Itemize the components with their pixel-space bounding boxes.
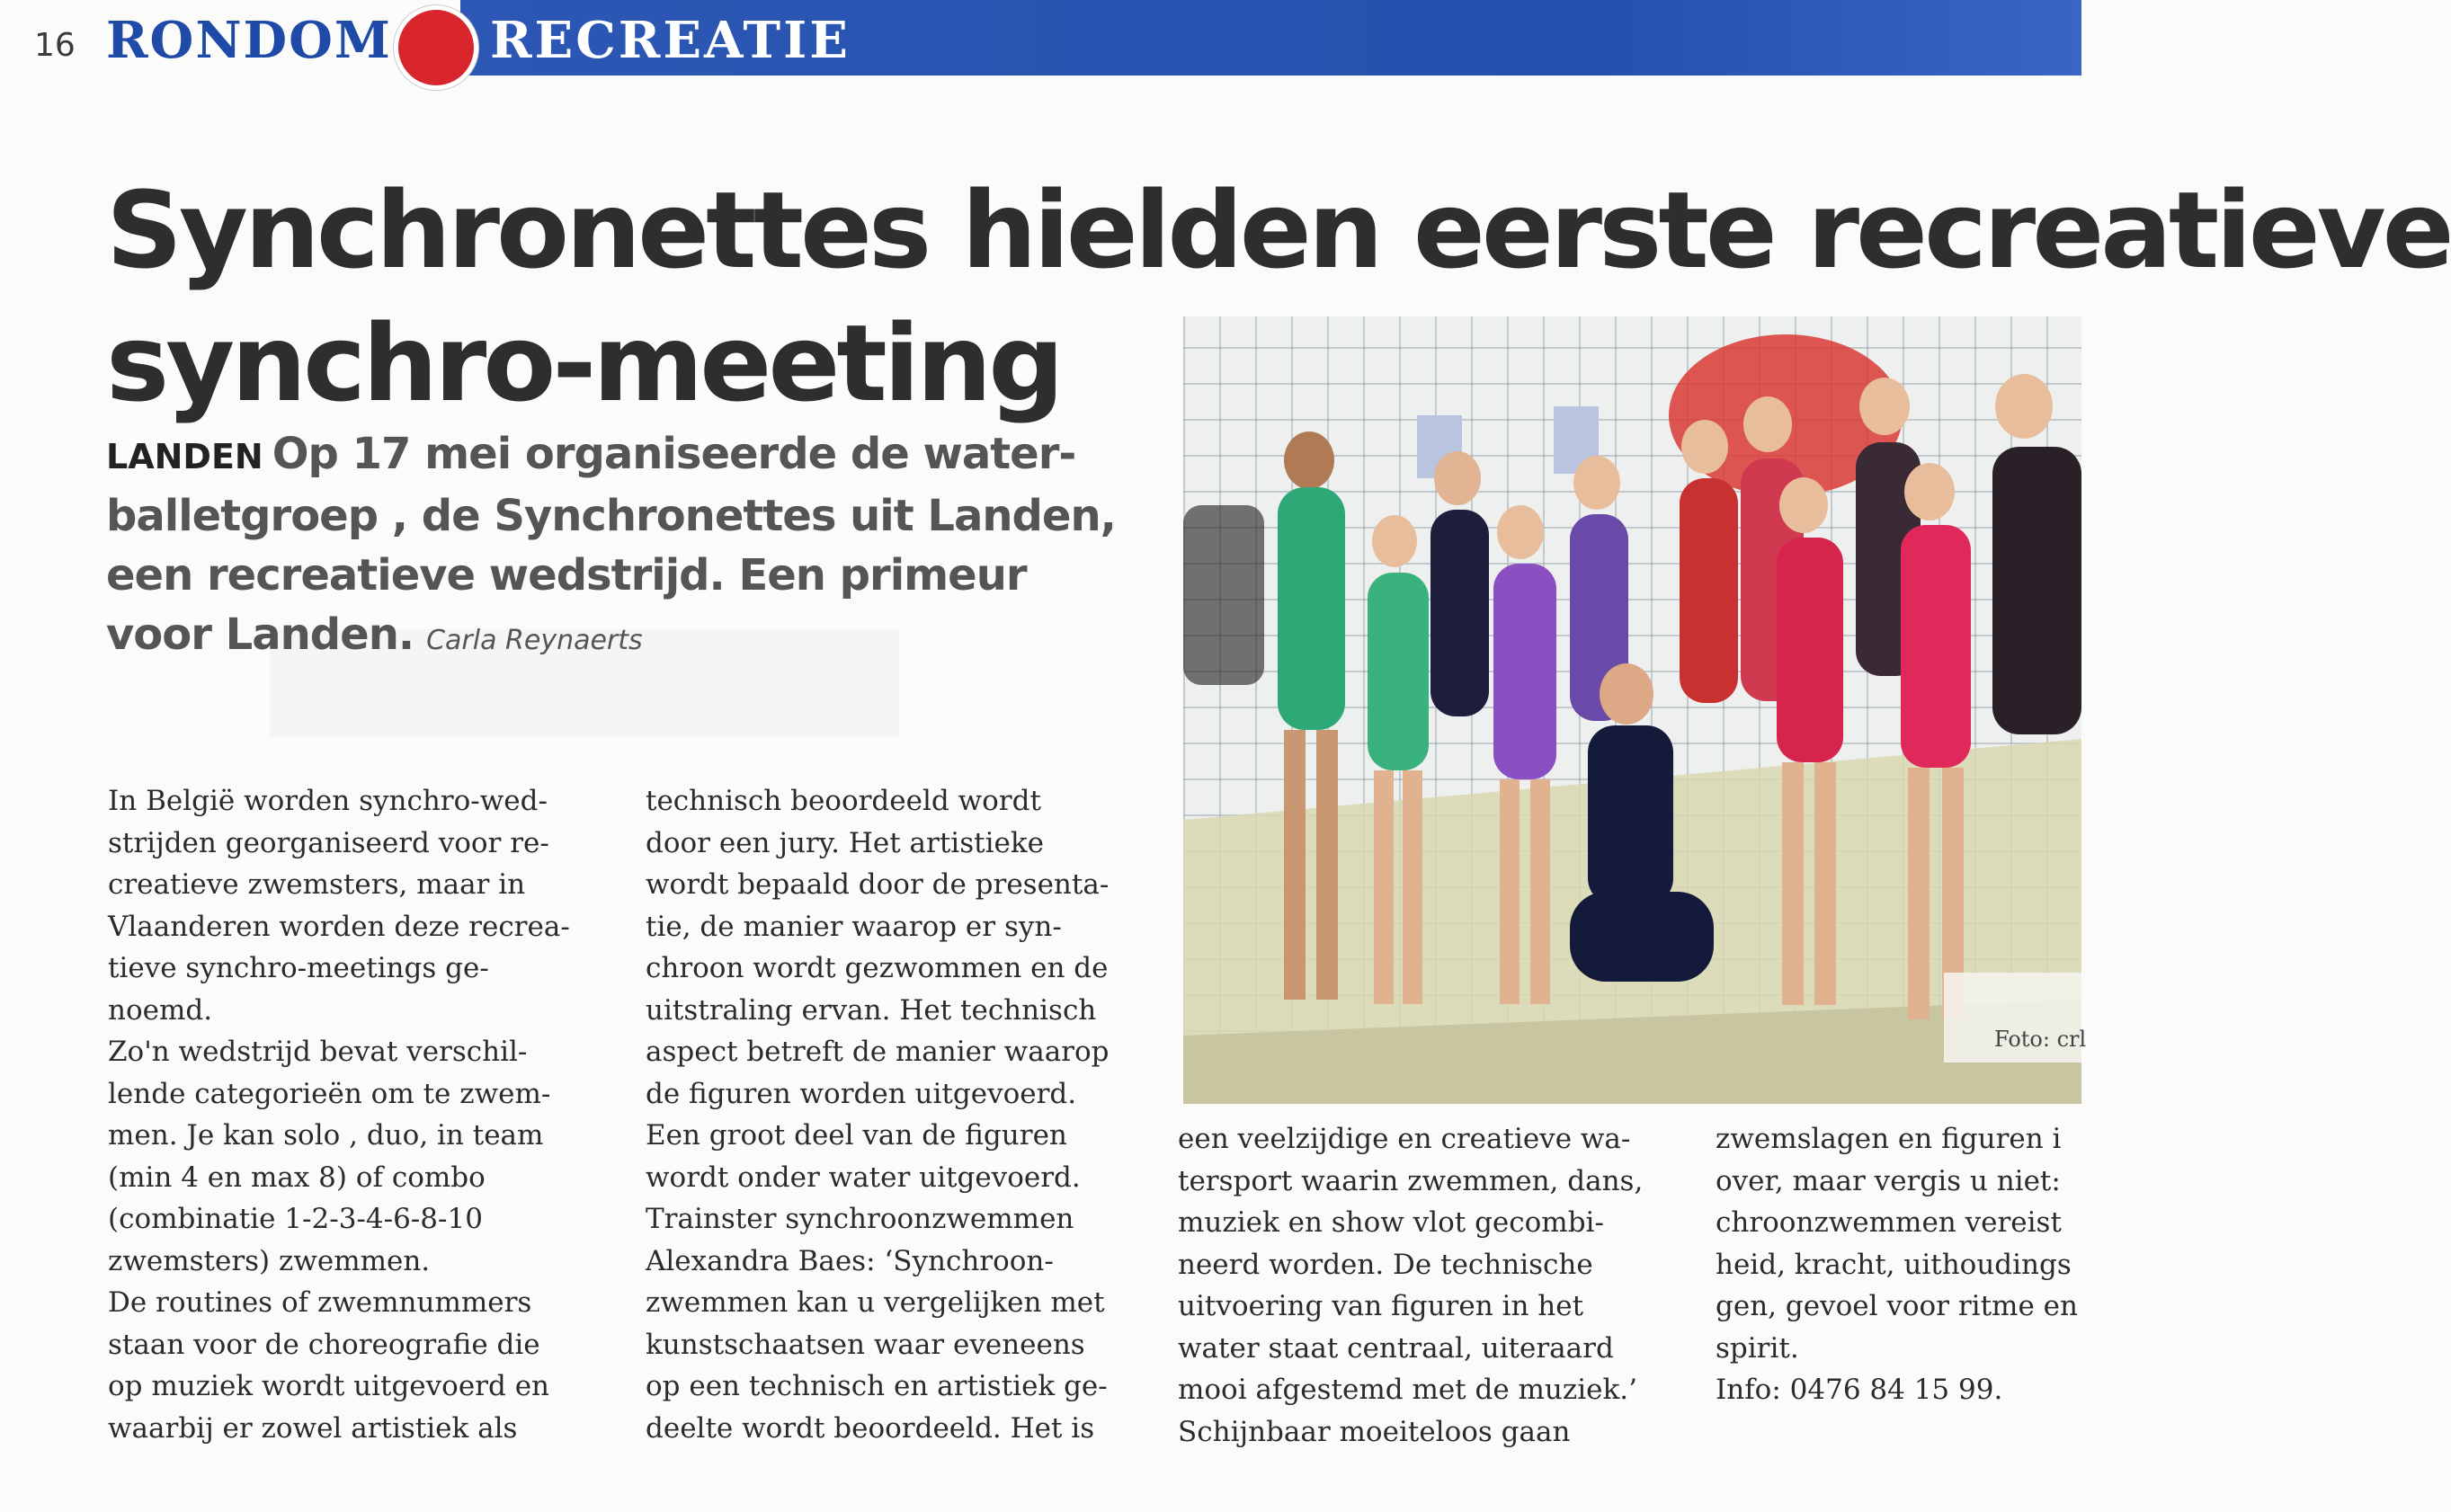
headline-line-1: Synchronettes hielden eerste recreatieve	[106, 168, 2451, 292]
body-column-3: een veelzijdige en creatieve wa- tersport waarin zwemmen, dans, muziek en show vlot gecombi- neerd worden. De technische uitvoering van figuren in het water staat centraal, uiteraard mooi afgestemd met de muziek.’ Schijnbaar moeiteloos gaan	[1178, 1123, 1644, 1448]
lead-text: Op 17 mei organiseerde de water- balletgroep , de Synchronettes uit Landen, een recreatieve wedstrijd. Een primeur voor Landen.	[106, 429, 1116, 660]
body-column-4: zwemslagen en figuren i over, maar vergis u niet: chroonzwemmen vereist heid, kracht, uithoudings gen, gevoel voor ritme en spirit. Info: 0476 84 15 99.	[1716, 1123, 2078, 1406]
headline-line-2: synchro-meeting	[106, 301, 1061, 425]
page-number: 16	[34, 27, 76, 64]
body-column-1: In België worden synchro-wed- strijden georganiseerd voor re- creatieve zwemsters, maar in Vlaanderen worden deze recrea- tieve synchro-meetings ge- noemd. Zo'n wedstrijd bevat verschil- lende categorieën om te zwem- men. Je kan solo , duo, in team (min 4 en max 8) of combo (combinatie 1-2-3-4-6-8-10 zwemsters) zwemmen. De routines of zwemnummers staan voor de choreografie die op muziek wordt uitgevoerd en waarbij er zowel artistiek als	[108, 785, 570, 1445]
photo-credit: Foto: crl	[1944, 973, 2081, 1063]
section-dot-icon	[394, 5, 478, 90]
section-label-right: RECREATIE	[490, 11, 851, 70]
body-column-2: technisch beoordeeld wordt door een jury. Het artistieke wordt bepaald door de presenta- tie, de manier waarop er syn- chroon wordt gezwommen en de uitstraling ervan. Het technisch aspect betreft de manier waarop de figuren worden uitgevoerd. Een groot deel van de figuren wordt onder water uitgevoerd. Trainster synchroonzwemmen Alexandra Baes: ‘Synchroon- zwemmen kan u vergelijken met kunstschaatsen waar eveneens op een technisch en artistiek ge- deelte wordt beoordeeld. Het is	[646, 785, 1110, 1445]
lead-paragraph	[106, 424, 1149, 671]
section-label-left: RONDOM	[106, 11, 392, 70]
author-byline: Carla Reynaerts	[426, 625, 643, 656]
dateline-location: LANDEN	[106, 437, 263, 476]
